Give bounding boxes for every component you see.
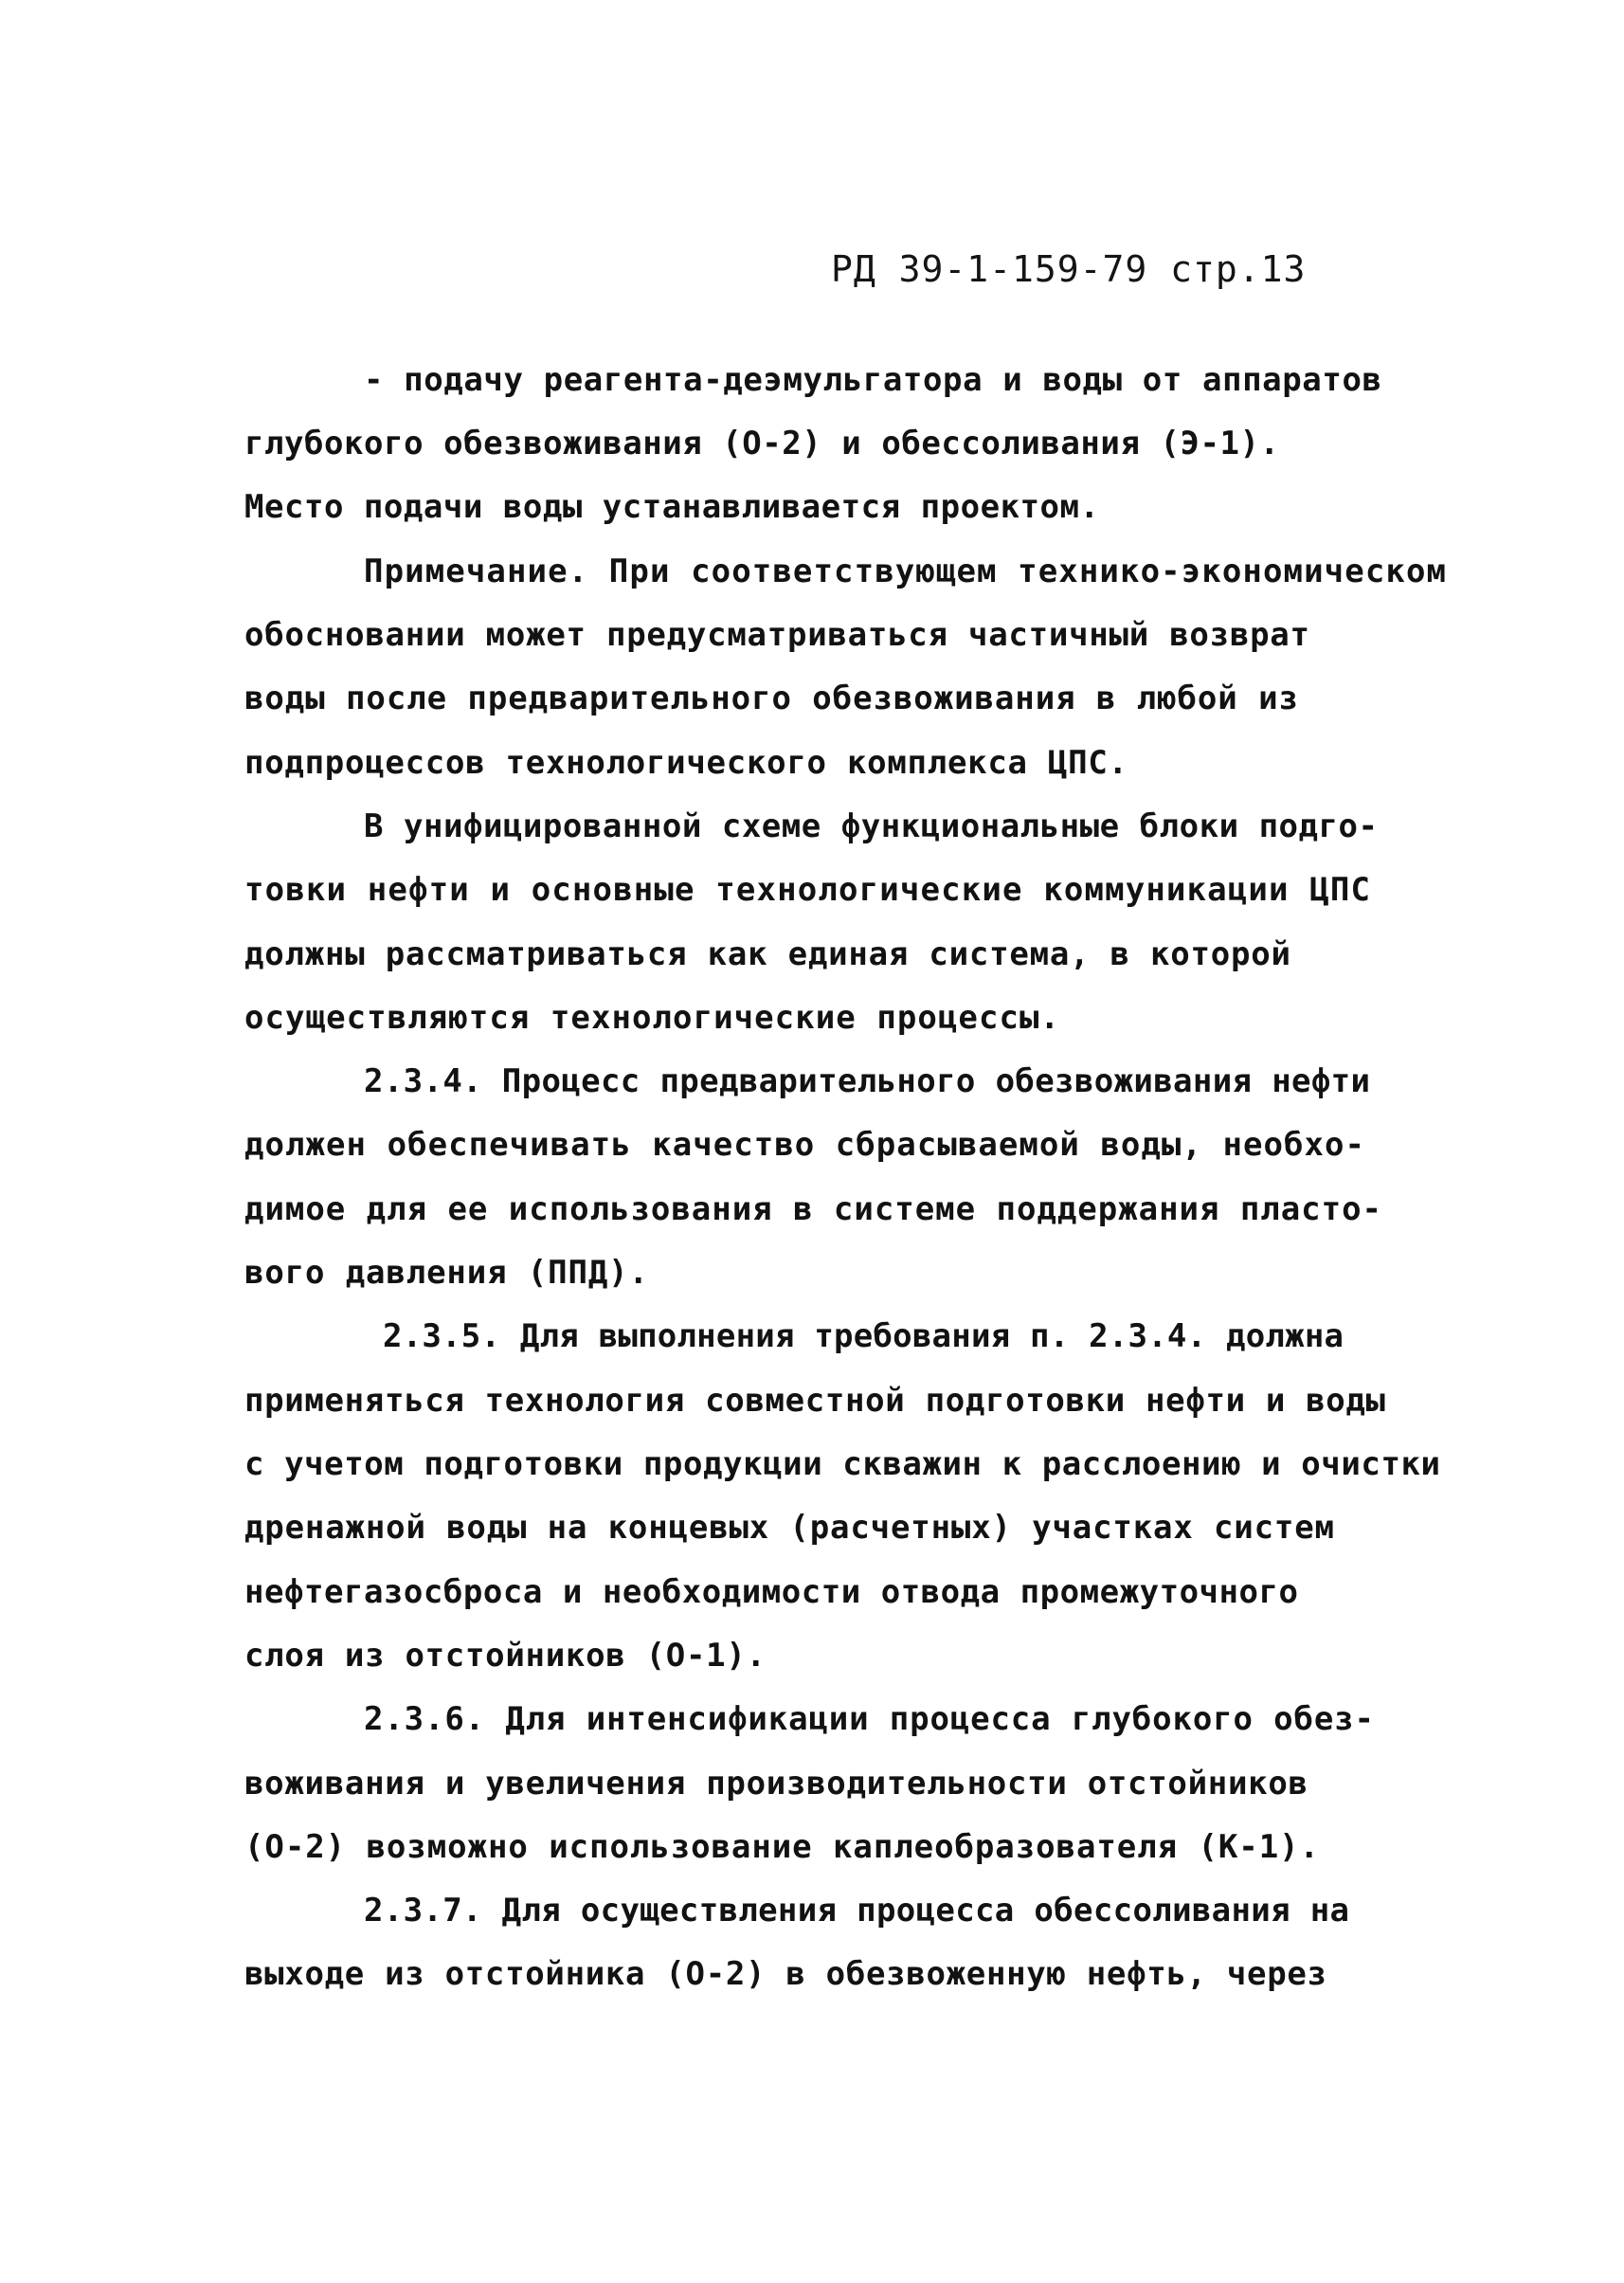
body-line: должен обеспечивать качество сбрасываемой воды, необхо- xyxy=(244,1126,1366,1164)
body-line: осуществляются технологические процессы. xyxy=(244,999,1061,1037)
body-line: выходе из отстойника (О-2) в обезвоженную нефть, через xyxy=(244,1955,1327,1993)
body-line: дренажной воды на концевых (расчетных) участках систем xyxy=(244,1509,1335,1547)
body-line: нефтегазосброса и необходимости отвода промежуточного xyxy=(244,1573,1299,1611)
body-line: Место подачи воды устанавливается проектом. xyxy=(244,488,1100,526)
body-line: 2.3.6. Для интенсификации процесса глубокого обез- xyxy=(364,1700,1375,1738)
body-line: глубокого обезвоживания (О-2) и обессоливания (Э-1). xyxy=(244,425,1280,462)
body-line: вого давления (ППД). xyxy=(244,1254,649,1292)
page-header-doc-ref: РД 39-1-159-79 стр.13 xyxy=(831,248,1307,290)
body-line: Примечание. При соответствующем технико-экономическом xyxy=(364,553,1448,590)
body-line: слоя из отстойников (О-1). xyxy=(244,1637,767,1675)
body-line: - подачу реагента-деэмульгатора и воды от аппаратов xyxy=(364,361,1382,399)
body-line: с учетом подготовки продукции скважин к расслоению и очистки xyxy=(244,1445,1441,1483)
body-line: 2.3.5. Для выполнения требования п. 2.3.4. должна xyxy=(383,1317,1344,1355)
body-line: воды после предварительного обезвоживания в любой из xyxy=(244,679,1299,717)
body-line: применяться технология совместной подготовки нефти и воды xyxy=(244,1382,1386,1420)
body-line: 2.3.4. Процесс предварительного обезвоживания нефти xyxy=(364,1062,1371,1100)
body-line: димое для ее использования в системе поддержания пласто- xyxy=(244,1190,1382,1228)
body-line: 2.3.7. Для осуществления процесса обессоливания на xyxy=(364,1892,1350,1930)
body-line: воживания и увеличения производительности отстойников xyxy=(244,1765,1308,1803)
body-line: (О-2) возможно использование каплеобразователя (К-1). xyxy=(244,1828,1320,1866)
body-line: В унифицированной схеме функциональные блоки подго- xyxy=(364,807,1379,845)
body-line: подпроцессов технологического комплекса ЦПС. xyxy=(244,744,1128,782)
body-line: товки нефти и основные технологические коммуникации ЦПС xyxy=(244,871,1372,909)
body-line: обосновании может предусматриваться частичный возврат xyxy=(244,616,1310,654)
body-line: должны рассматриваться как единая система, в которой xyxy=(244,935,1291,973)
